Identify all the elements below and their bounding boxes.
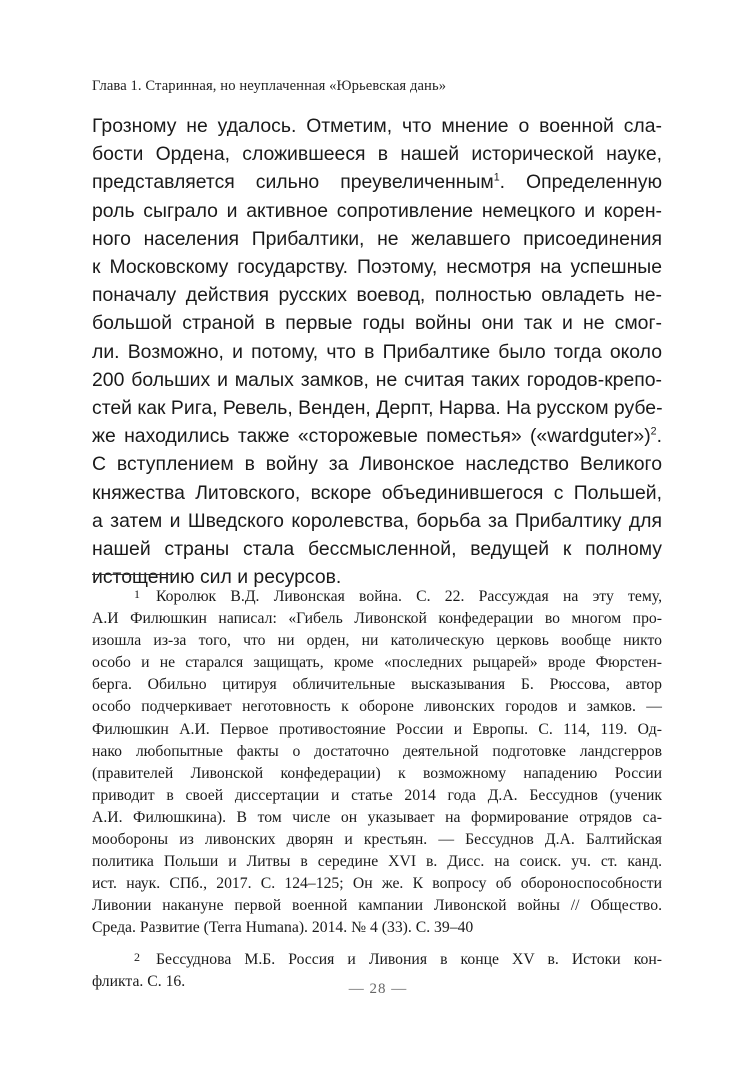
text-line: поначалу действия русских воевод, полностью овладеть не- <box>92 284 662 307</box>
text-line: ного населения Прибалтики, не желавшего присоединения <box>92 227 662 250</box>
footnotes <box>92 583 662 999</box>
footnote-line: приводит в своей диссертации и статье 2014 года Д.А. Бессуднов (ученик <box>92 786 662 804</box>
text-line: бости Ордена, сложившееся в нашей исторической науке, <box>92 143 662 166</box>
footnote-line: Среда. Развитие (Terra Humana). 2014. № 4 (33). С. 39–40 <box>92 919 474 937</box>
footnote-line: Филюшкин А.И. Первое противостояние России и Европы. С. 114, 119. Од- <box>92 720 662 738</box>
text-line: а затем и Шведского королевства, борьба за Прибалтику для <box>92 509 662 532</box>
footnote-line <box>92 946 662 971</box>
text-line: Грозному не удалось. Отметим, что мнение о военной сла- <box>92 115 662 137</box>
text-line: стей как Рига, Ревель, Венден, Дерпт, Нарва. На русском рубе- <box>92 397 663 420</box>
text-fragment: . Определенную <box>499 171 662 194</box>
text-line: большой страной в первые годы войны они так и не смог- <box>92 312 662 335</box>
footnote-line: мообороны из ливонских дворян и крестьян. — Бессуднов Д.А. Балтийская <box>92 831 662 849</box>
footnote-line: берга. Обильно цитируя обличительные высказывания Б. Рюссова, автор <box>92 676 662 694</box>
footnote-number: 1 <box>134 587 140 601</box>
footnote-1 <box>92 583 662 940</box>
footnote-line: (правителей Ливонской конфедерации) к возможному нападению России <box>92 764 662 782</box>
footnote-line: Ливонии накануне первой военной кампании Ливонской войны // Общество. <box>92 897 662 915</box>
footnote-line: А.И. Филюшкина). В том числе он указывает на формирование отрядов са- <box>92 808 662 826</box>
footnote-line: особо подчеркивает неготовность к обороне ливонских городов и замков. — <box>92 698 662 716</box>
footnote-number: 2 <box>134 949 140 964</box>
text-line: истощению сил и ресурсов. <box>92 566 342 589</box>
footnote-text: Бессуднова М.Б. Россия и Ливония в конце XV в. Истоки кон- <box>156 950 662 968</box>
page-number: — 28 — <box>348 981 408 997</box>
footnote-text: Королюк В.Д. Ливонская война. С. 22. Рассуждая на эту тему, <box>156 588 662 605</box>
text-line: С вступлением в войну за Ливонское наследство Великого <box>92 453 662 476</box>
footnote-ref-2[interactable]: 2 <box>650 425 657 438</box>
text-fragment: представляется сильно преувеличенным <box>92 171 494 194</box>
text-line <box>92 422 662 450</box>
footnote-line: особо и не старался защищать, кроме «последних рыцарей» вроде Фюрстен- <box>92 654 662 672</box>
text-line: к Московскому государству. Поэтому, несмотря на успешные <box>92 256 662 279</box>
footnote-line: изошла из-за того, что ни орден, ни католическую церковь вообще никто <box>92 632 662 650</box>
main-text <box>92 112 662 591</box>
footnote-line <box>92 583 662 608</box>
text-line <box>92 168 662 196</box>
footnote-line: А.И Филюшкин написал: «Гибель Ливонской конфедерации во многом про- <box>92 610 662 628</box>
text-fragment: же находились также «сторожевые поместья» («wardguter») <box>92 425 651 448</box>
text-fragment: . <box>656 425 662 448</box>
text-line: ли. Возможно, и потому, что в Прибалтике было тогда около <box>92 340 662 363</box>
footnote-line: фликта. С. 16. <box>92 972 186 990</box>
text-line: 200 больших и малых замков, не считая таких городов-крепо- <box>92 368 662 391</box>
text-line: княжества Литовского, вскоре объединившегося с Польшей, <box>92 481 662 504</box>
footnote-separator <box>92 574 174 575</box>
text-line: нашей страны стала бессмысленной, ведущей к полному <box>92 538 662 561</box>
text-line: роль сыграло и активное сопротивление немецкого и корен- <box>92 199 662 222</box>
footnote-line: ист. наук. СПб., 2017. С. 124–125; Он же. К вопросу об обороноспособности <box>92 875 662 893</box>
footnote-line: нако любопытные факты о достаточно деятельной подготовке ландсгерров <box>92 742 662 760</box>
footnote-ref-1[interactable]: 1 <box>493 171 500 184</box>
running-head: Глава 1. Старинная, но неуплаченная «Юрьевская дань» <box>92 78 447 94</box>
footnote-line: политика Польши и Литвы в середине XVI в. Дисс. на соиск. уч. ст. канд. <box>92 853 662 871</box>
